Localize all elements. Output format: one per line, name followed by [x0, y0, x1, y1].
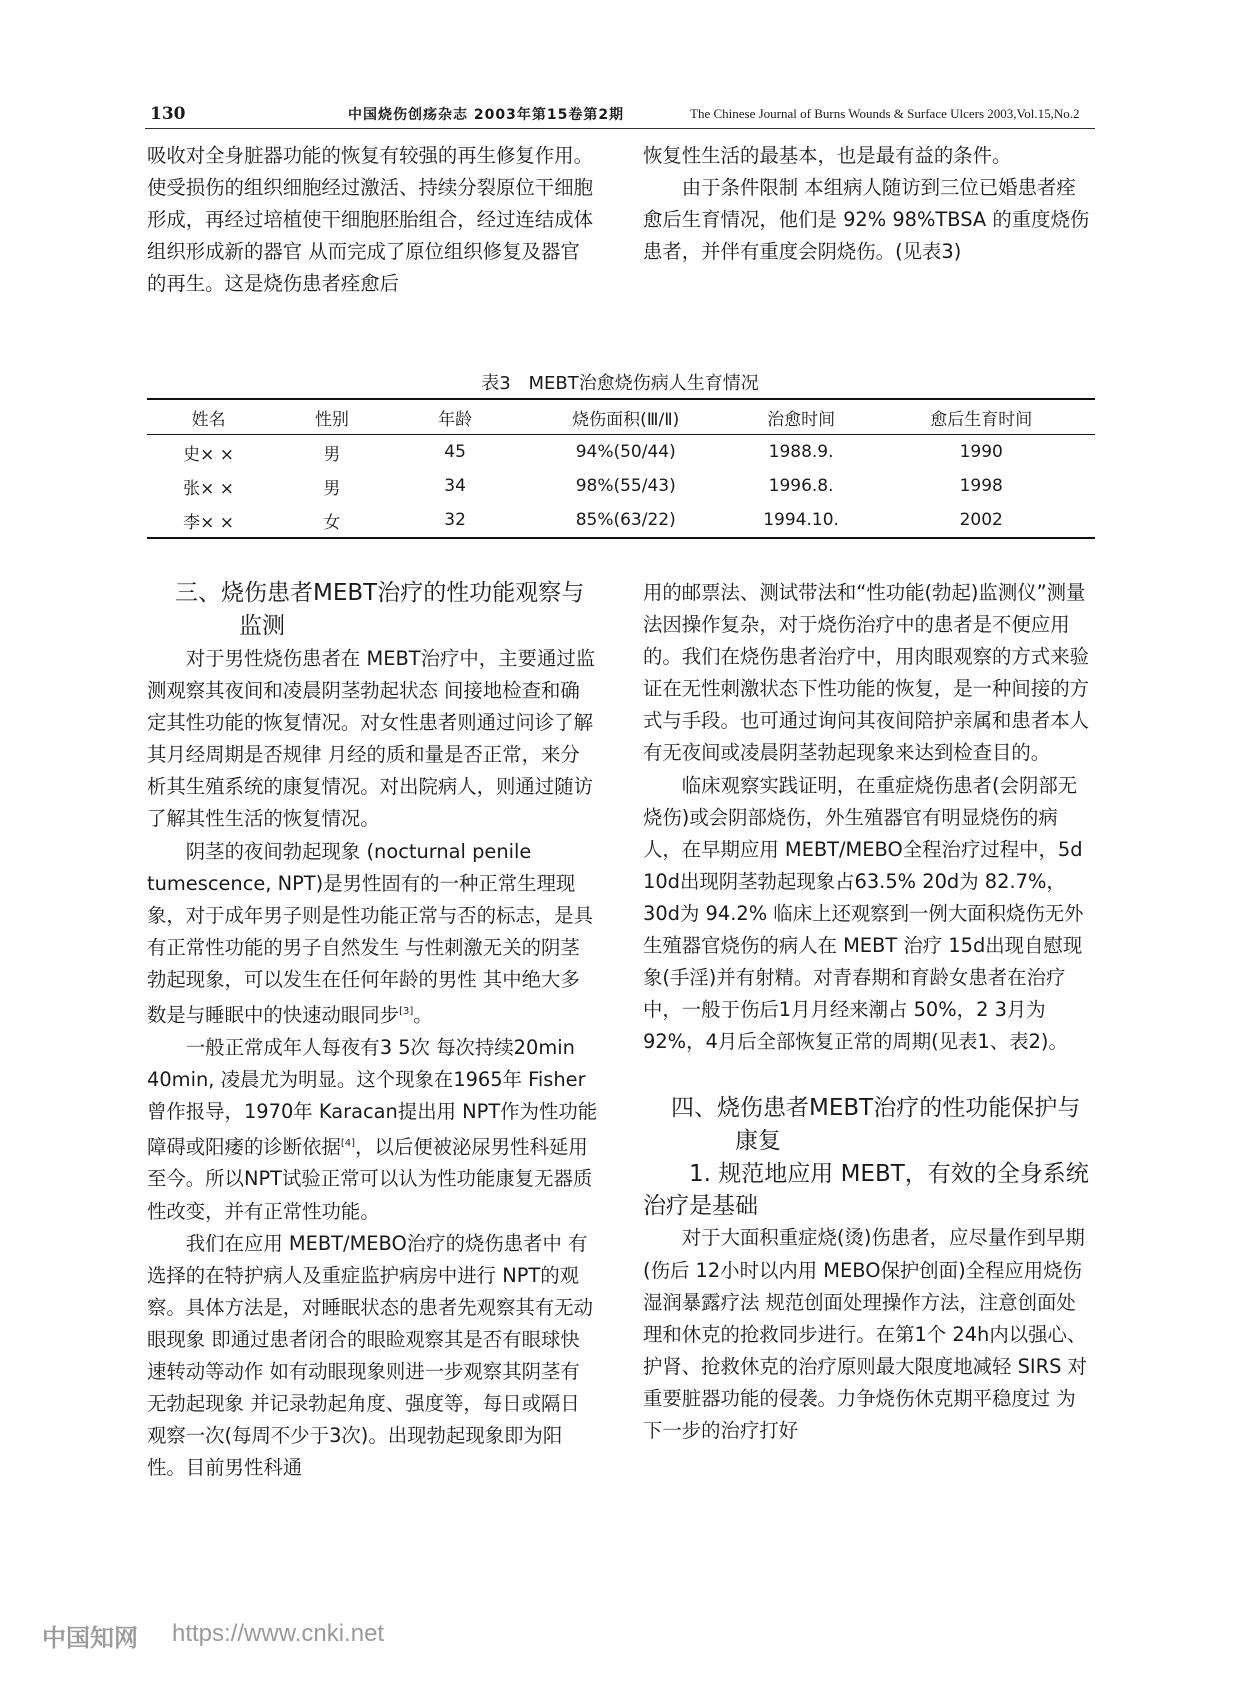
table-cell: 李× ×	[183, 512, 235, 533]
table-cell: 1996.8.	[768, 476, 834, 496]
table-cell: 男	[323, 478, 341, 499]
body-paragraph: 我们在应用 MEBT/MEBO治疗的烧伤患者中 有选择的在特护病人及重症监护病房中进行 NPT的观察。具体方法是，对睡眠状态的患者先观察其有无动眼现象 即通过患者闭合的眼睑观察其是否有眼球快速转动等动作 如有动眼现象则进一步观察其阴茎有无勃起现象 并记录勃起角度、强度等，每日或隔日观察一次(每周不少于3次)。出现勃起现象即为阳性。目前男性科通	[147, 1231, 593, 1480]
body-paragraph: 用的邮票法、测试带法和“性功能(勃起)监测仪”测量法因操作复杂，对于烧伤治疗中的患者是不便应用的。我们在烧伤患者治疗中，用肉眼观察的方式来验证在无性刺激状态下性功能的恢复，是一种间接的方式与手段。也可通过询问其夜间陪护亲属和患者本人有无夜间或凌晨阴茎勃起现象来达到检查目的。	[643, 581, 1089, 765]
right-column	[643, 577, 1094, 1447]
body-paragraph	[147, 836, 599, 1032]
column-header: 愈后生育时间	[867, 400, 1095, 435]
table-cell: 1988.9.	[768, 442, 834, 462]
table-cell: 94%(50/44)	[575, 442, 676, 462]
paragraph-text: 阴茎的夜间勃起现象 (nocturnal penile tumescence, NPT)是男性固有的一种正常生理现象，对于成年男子则是性功能正常与否的标志，是具有正常性功能的男子自然发生 与性刺激无关的阴茎勃起现象，可以发生在任何年龄的男性 其中绝大多数是与睡眠中的快速动眼同步	[147, 839, 593, 1027]
column-header: 治愈时间	[735, 400, 868, 435]
section-4-title-line2: 康复	[735, 1128, 781, 1155]
section-4-heading	[643, 1092, 1094, 1158]
table-row	[147, 435, 1095, 470]
left-column	[147, 577, 599, 1484]
body-paragraph	[147, 1032, 599, 1228]
top-left-column	[147, 140, 599, 300]
table-cell: 2002	[959, 510, 1003, 530]
table-label: 表3	[481, 373, 511, 394]
table-cell: 1998	[959, 476, 1003, 496]
header-rule	[145, 128, 1095, 129]
section-4-title-line1: 四、烧伤患者MEBT治疗的性功能保护与	[671, 1095, 1081, 1122]
table-cell: 45	[444, 442, 466, 462]
citation-ref: [4]	[340, 1137, 356, 1149]
section-3-heading	[147, 577, 599, 643]
table-cell: 张× ×	[183, 478, 235, 499]
journal-title-cn: 中国烧伤创疡杂志 2003年第15卷第2期	[348, 107, 625, 123]
paragraph-text: ，以后便被泌尿男性科延用至今。所以NPT试验正常可以认为性功能康复无器质性改变，并有正常性功能。	[147, 1135, 593, 1223]
table-cell: 女	[323, 512, 341, 533]
citation-ref: [3]	[399, 1006, 414, 1018]
section-3-title-line2: 监测	[239, 613, 285, 639]
column-header: 烧伤面积(Ⅲ/Ⅱ)	[517, 400, 735, 435]
section-3-title-line1: 三、烧伤患者MEBT治疗的性功能观察与	[175, 580, 585, 606]
column-header: 年龄	[393, 400, 516, 435]
column-header: 姓名	[147, 400, 270, 435]
column-header: 性别	[270, 400, 393, 435]
body-paragraph: 对于男性烧伤患者在 MEBT治疗中，主要通过监测观察其夜间和凌晨阴茎勃起状态 间接地检查和确定其性功能的恢复情况。对女性患者则通过问诊了解其月经周期是否规律 月经的质和量是否正常，来分析其生殖系统的康复情况。对出院病人，则通过随访了解其性生活的恢复情况。	[147, 647, 596, 831]
table-title: MEBT治愈烧伤病人生育情况	[528, 373, 759, 394]
table-header-row	[147, 400, 1095, 435]
table-3	[147, 398, 1095, 539]
top-right-column	[643, 140, 1094, 268]
table-cell: 98%(55/43)	[575, 476, 676, 496]
table-row	[147, 503, 1095, 537]
table-cell: 史× ×	[183, 444, 235, 465]
table-cell: 男	[323, 444, 341, 465]
paragraph-text: 。	[413, 1003, 433, 1027]
body-paragraph: 吸收对全身脏器功能的恢复有较强的再生修复作用。使受损伤的组织细胞经过激活、持续分裂原位干细胞形成，再经过培植使干细胞胚胎组合，经过连结成体组织形成新的器官 从而完成了原位组织修复及器官的再生。这是烧伤患者痊愈后	[147, 144, 593, 296]
paragraph-text: 一般正常成年人每夜有3 5次 每次持续20min 40min, 凌晨尤为明显。这个现象在1965年 Fisher 曾作报导，1970年 Karacan提出用 NPT作为性功能障碍或阳痿的诊断依据	[147, 1035, 598, 1159]
body-paragraph: 临床观察实践证明，在重症烧伤患者(会阴部无烧伤)或会阴部烧伤，外生殖器官有明显烧伤的病人，在早期应用 MEBT/MEBO全程治疗过程中，5d 10d出现阴茎勃起现象占63.5% 20d为 82.7%，30d为 94.2% 临床上还观察到一例大面积烧伤无外生殖器官烧伤的病人在 MEBT 治疗 15d出现自慰现象(手淫)并有射精。对青春期和育龄女患者在治疗中，一般于伤后1月月经来潮占 50%，2 3月为 92%，4月后全部恢复正常的周期(见表1、表2)。	[643, 773, 1084, 1054]
table-caption	[0, 369, 1240, 395]
table-cell: 34	[444, 476, 466, 496]
table-row	[147, 469, 1095, 503]
table-cell: 32	[444, 510, 466, 530]
body-paragraph: 由于条件限制 本组病人随访到三位已婚患者痊愈后生育情况，他们是 92% 98%TBSA 的重度烧伤患者，并伴有重度会阴烧伤。(见表3)	[643, 176, 1090, 264]
body-paragraph: 对于大面积重症烧(烫)伤患者，应尽量作到早期(伤后 12小时以内用 MEBO保护创面)全程应用烧伤湿润暴露疗法 规范创面处理操作方法，注意创面处理和休克的抢救同步进行。在第1个 24h内以强心、护肾、抢救休克的治疗原则最大限度地减轻 SIRS 对重要脏器功能的侵袭。力争烧伤休克期平稳度过 为下一步的治疗打好	[643, 1226, 1087, 1442]
body-paragraph: 恢复性生活的最基本，也是最有益的条件。	[643, 144, 1012, 167]
table-cell: 85%(63/22)	[575, 510, 676, 530]
page-number: 130	[150, 104, 186, 124]
cnki-url: https://www.cnki.net	[172, 1620, 385, 1647]
cnki-logo: 中国知网	[42, 1624, 138, 1652]
journal-title-en: The Chinese Journal of Burns Wounds & Surface Ulcers 2003,Vol.15,No.2	[690, 106, 1080, 121]
table-cell: 1990	[959, 442, 1003, 462]
subsection-heading: 1. 规范地应用 MEBT，有效的全身系统治疗是基础	[643, 1161, 1089, 1220]
table-cell: 1994.10.	[763, 510, 839, 530]
